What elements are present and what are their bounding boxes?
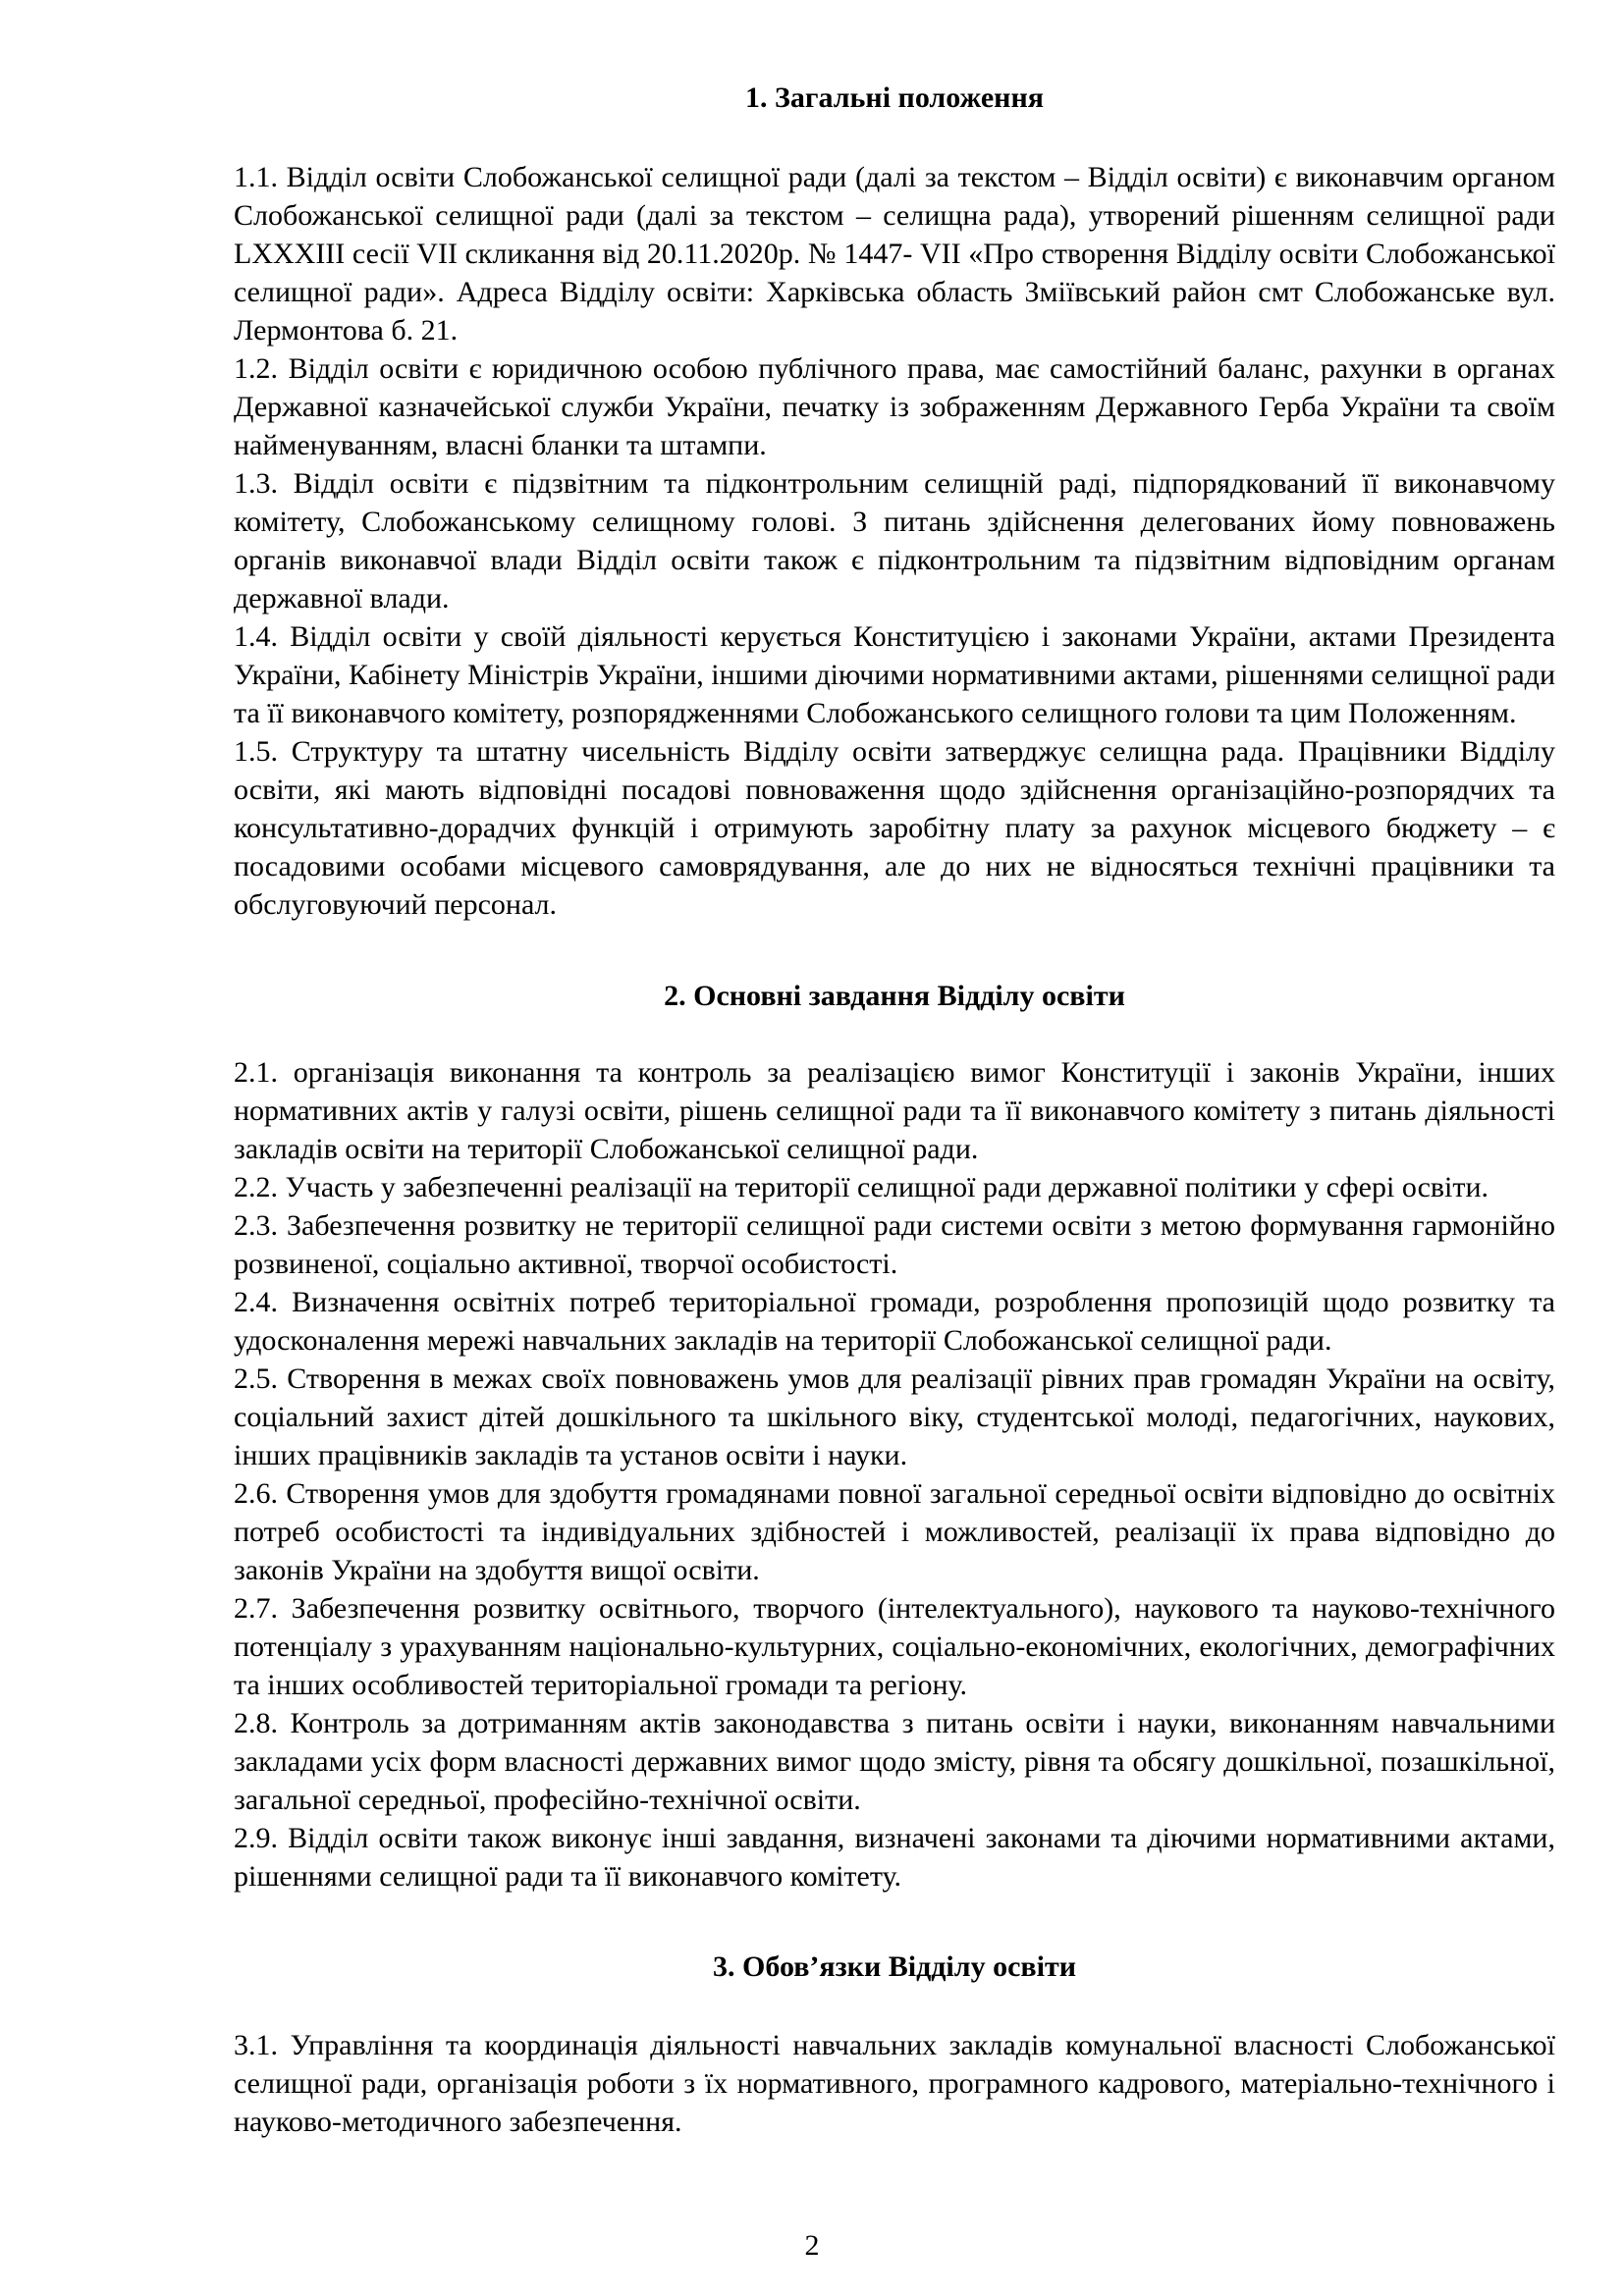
page-number: 2 bbox=[804, 2229, 820, 2262]
section-2-heading: 2. Основні завдання Відділу освіти bbox=[664, 980, 1125, 1012]
section-3-heading: 3. Обов’язки Відділу освіти bbox=[713, 1950, 1076, 1983]
paragraph-2-4: 2.4. Визначення освітніх потреб територіальної громади, розроблення пропозицій щодо розвитку та удосконалення мережі навчальних закладів на території Слобожанської селищної ради. bbox=[234, 1286, 1555, 1357]
section-3-body bbox=[234, 2026, 1555, 2141]
paragraph-2-1: 2.1. організація виконання та контроль за реалізацією вимог Конституції і законів України, інших нормативних актів у галузі освіти, рішень селищної ради та її виконавчого комітету з питань діяльності закладів освіти на території Слобожанської селищної ради. bbox=[234, 1056, 1555, 1165]
paragraph-1-5: 1.5. Структуру та штатну чисельність Відділу освіти затверджує селищна рада. Працівники Відділу освіти, які мають відповідні посадові повноваження щодо здійснення організаційно-розпорядчих та консультативно-дорадчих функцій і отримують заробітну плату за рахунок місцевого бюджету – є посадовими особами місцевого самоврядування, але до них не відносяться технічні працівники та обслуговуючий персонал. bbox=[234, 735, 1555, 921]
paragraph-1-2: 1.2. Відділ освіти є юридичною особою публічного права, має самостійний баланс, рахунки в органах Державної казначейської служби України, печатку із зображенням Державного Герба України та своїм найменуванням, власні бланки та штампи. bbox=[234, 352, 1555, 461]
section-1-heading: 1. Загальні положення bbox=[745, 81, 1044, 114]
section-2-body bbox=[234, 1053, 1555, 1896]
paragraph-1-3: 1.3. Відділ освіти є підзвітним та підконтрольним селищній раді, підпорядкований її виконавчому комітету, Слобожанському селищному голові. З питань здійснення делегованих йому повноважень органів виконавчої влади Відділ освіти також є підконтрольним та підзвітним відповідним органам державної влади. bbox=[234, 467, 1555, 614]
paragraph-2-6: 2.6. Створення умов для здобуття громадянами повної загальної середньої освіти відповідно до освітніх потреб особистості та індивідуальних здібностей і можливостей, реалізації їх права відповідно до законів України на здобуття вищої освіти. bbox=[234, 1477, 1555, 1586]
paragraph-2-8: 2.8. Контроль за дотриманням актів законодавства з питань освіти і науки, виконанням навчальними закладами усіх форм власності державних вимог щодо змісту, рівня та обсягу дошкільної, позашкільної, загальної середньої, професійно-технічної освіти. bbox=[234, 1707, 1555, 1816]
paragraph-2-9: 2.9. Відділ освіти також виконує інші завдання, визначені законами та діючими нормативними актами, рішеннями селищної ради та її виконавчого комітету. bbox=[234, 1822, 1555, 1893]
paragraph-2-2: 2.2. Участь у забезпеченні реалізації на території селищної ради державної політики у сфері освіти. bbox=[234, 1171, 1489, 1203]
paragraph-3-1: 3.1. Управління та координація діяльності навчальних закладів комунальної власності Слобожанської селищної ради, організація роботи з їх нормативного, програмного кадрового, матеріально-технічного і науково-методичного забезпечення. bbox=[234, 2029, 1555, 2138]
paragraph-1-1: 1.1. Відділ освіти Слобожанської селищної ради (далі за текстом – Відділ освіти) є виконавчим органом Слобожанської селищної ради (далі за текстом – селищна рада), утворений рішенням селищної ради LXXXIII сесії VII скликання від 20.11.2020р. № 1447- VII «Про створення Відділу освіти Слобожанської селищної ради». Адреса Відділу освіти: Харківська область Зміївський район смт Слобожанське вул. Лермонтова б. 21. bbox=[234, 161, 1555, 347]
paragraph-2-3: 2.3. Забезпечення розвитку не території селищної ради системи освіти з метою формування гармонійно розвиненої, соціально активної, творчої особистості. bbox=[234, 1209, 1555, 1280]
paragraph-2-5: 2.5. Створення в межах своїх повноважень умов для реалізації рівних прав громадян України на освіту, соціальний захист дітей дошкільного та шкільного віку, студентської молоді, педагогічних, наукових, інших працівників закладів та установ освіти і науки. bbox=[234, 1362, 1555, 1471]
section-1-body bbox=[234, 158, 1555, 924]
paragraph-2-7: 2.7. Забезпечення розвитку освітнього, творчого (інтелектуального), наукового та науково-технічного потенціалу з урахуванням національно-культурних, соціально-економічних, екологічних, демографічних та інших особливостей територіальної громади та регіону. bbox=[234, 1592, 1555, 1701]
paragraph-1-4: 1.4. Відділ освіти у своїй діяльності керується Конституцією і законами України, актами Президента України, Кабінету Міністрів України, іншими діючими нормативними актами, рішеннями селищної ради та її виконавчого комітету, розпорядженнями Слобожанського селищного голови та цим Положенням. bbox=[234, 620, 1555, 729]
document-page bbox=[234, 0, 1555, 2141]
